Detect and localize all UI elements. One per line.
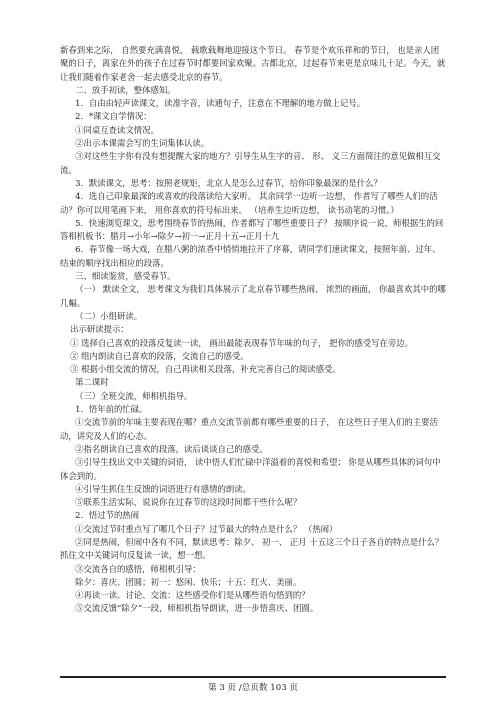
paragraph: 2．*课文自学情况：	[75, 111, 152, 122]
paragraph: （三）全班交流，师相机指导。	[75, 390, 193, 401]
paragraph: 5．快速浏览课文，思考围绕春节的热闹，作者都写了哪些重要日子？ 按顺序说一说，师根据生的回答相机板书：腊月→小年→除夕→初一→正月十五→正月十九	[60, 217, 444, 242]
paragraph: ①同桌互查读文情况。	[75, 124, 159, 135]
paragraph: ③对这些生字你有没有想提醒大家的地方？引导生从生字的音、 形、 义三方面简注的意见做相互交流。	[60, 151, 441, 175]
paragraph: 出示研读提示：	[70, 324, 129, 335]
paragraph: ①交流节前的年味主要表现在哪？重点交流节前都有哪些重要的日子， 在这些日子里人们的主要活动，讲究及人们的心态。	[60, 417, 438, 441]
paragraph: （一） 默读全文， 思考课文为我们具体展示了北京春节哪些热闹、 浓烈的画面， 你最喜欢其中的哪几幅。	[60, 284, 446, 308]
paragraph: 除夕：喜庆、团圆；初一：悠闲、快乐；十五：红火、美丽。	[75, 576, 302, 587]
paragraph: 2．悟过节的热闹	[75, 510, 140, 521]
paragraph: 6．春节像一场大戏，在腊八粥的浓香中悄悄地拉开了序幕，请同学们速读课文，按照年前、过年、结束的顺序找出相应的段落。	[60, 244, 441, 268]
paragraph: （二）小组研读。	[75, 310, 143, 321]
paragraph: ① 选择自己喜欢的段落反复读一读， 画出最能表现春节年味的句子， 把你的感受写在旁边。	[70, 337, 414, 348]
paragraph: ②指名朗读自己喜欢的段落，读后谈谈自己的感受。	[75, 443, 268, 454]
paragraph: ③交流各自的感悟，师相机引导：	[75, 563, 201, 574]
paragraph: ②同是热闹，但闹中各有不同，默读思考：除夕、 初一、 正月 十五这三个日子各自的特点是什么？抓住文中关键词句反复读一读，想一想。	[60, 536, 444, 561]
paragraph: 1．悟年前的忙碌。	[75, 404, 148, 415]
paragraph: 新春到来之际， 自然要充满喜悦， 载歌载舞地迎接这个节日。 春节是个欢乐祥和的节日， 也是亲人团聚的日子，离家在外的孩子在过春节时都要回家欢聚。古都北京，过起春节来更是京味儿十足。今天，就让我们随着作家老舍一起去感受北京的春节。	[60, 45, 446, 82]
paragraph: ⑤联系生活实际，说说你在过春节的这段时间都干些什么呢？	[75, 497, 302, 508]
paragraph: ② 组内朗读自己喜欢的段落，交流自己的感受。	[70, 350, 249, 361]
paragraph: ④引导生抓住生反馈的词语进行有感情的朗读。	[75, 483, 251, 494]
paragraph: 第二课时	[75, 377, 109, 388]
paragraph: ①交流过节时重点写了哪几个日子？过节最大的特点是什么？ （热闹）	[75, 523, 338, 534]
paragraph: 3．默读课文，思考：按照老规矩，北京人是怎么过春节，给你印象最深的是什么？	[75, 177, 382, 188]
document-body	[60, 44, 446, 616]
paragraph: 二、放手初读，整体感知。	[75, 84, 176, 95]
paragraph: ③引导生找出文中关键的词语， 读中悟人们忙碌中洋溢着的喜悦和希望； 你是从哪些具体的词句中体会到的。	[60, 457, 441, 481]
paragraph: ②出示本课需会写的生词集体认读。	[75, 138, 210, 149]
paragraph: ⑤交流反馈“除夕”一段，师相机指导朗读，进一步悟喜庆、团圆。	[75, 603, 319, 614]
paragraph: 1．自由由轻声读课文，读准字音，读通句子，注意在不理解的地方做上记号。	[75, 98, 366, 109]
paragraph: 三、细读鉴赏，感受春节。	[75, 271, 176, 282]
paragraph: 4．选自己印象最深的或喜欢的段落读给大家听。 其余同学一边听一边想， 作者写了哪些人们的活动？你可以用笔画下来， 用你喜欢的符号标出来。 （培养生边听边想， 读书动笔的习惯。）	[60, 191, 438, 215]
page-footer: 第 3 页 /总页数 103 页	[60, 676, 446, 693]
paragraph: ③ 根据小组交流的情况，自己再读相关段落，补充完善自己的阅读感受。	[70, 364, 341, 375]
paragraph: ④再读一读、讨论、交流：这些感受你们是从哪些语句悟到的？	[75, 590, 310, 601]
